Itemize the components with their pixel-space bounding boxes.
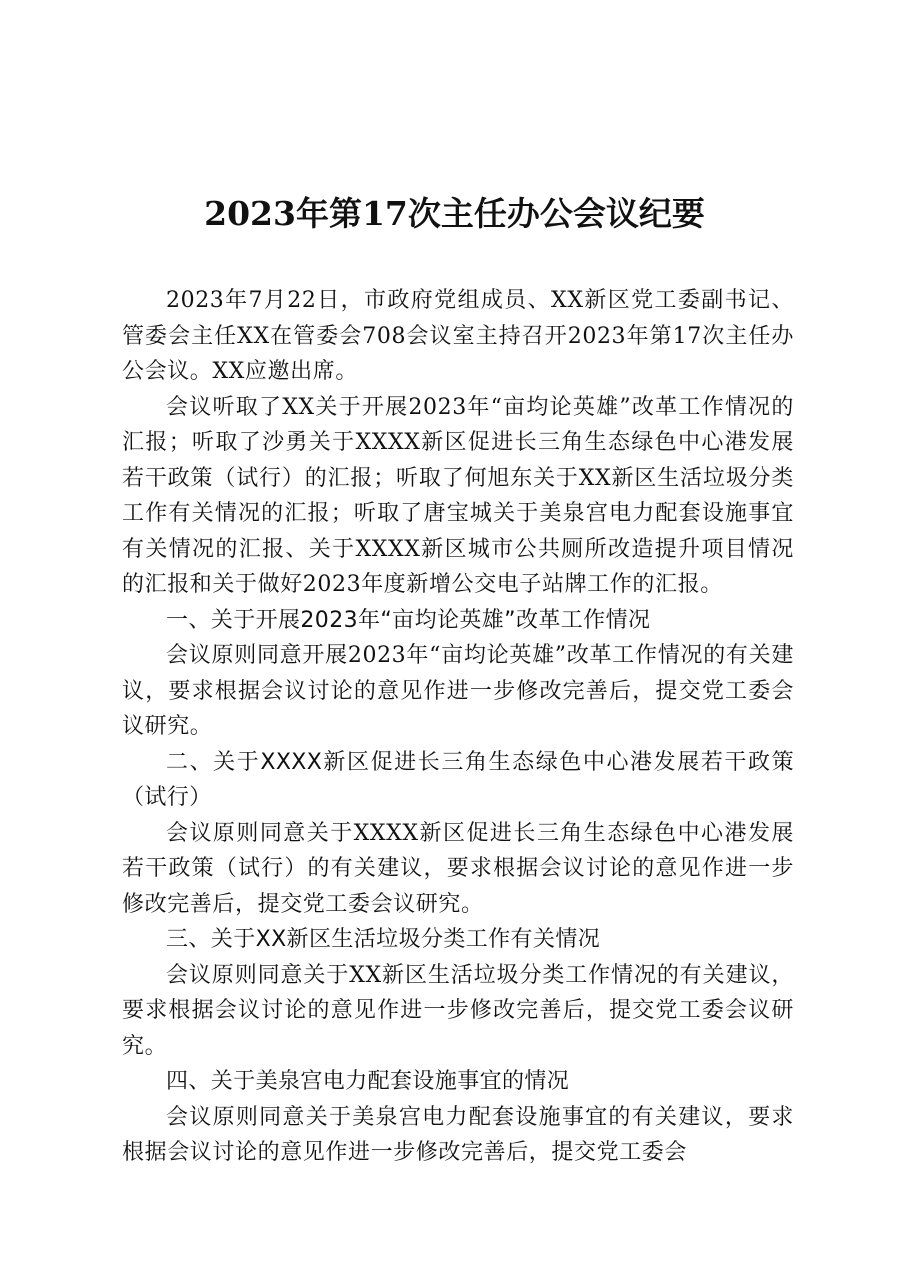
- section-heading-4: 四、关于美泉宫电力配套设施事宜的情况: [166, 1069, 570, 1094]
- section-body-3: 会议原则同意关于XX新区生活垃圾分类工作情况的有关建议，要求根据会议讨论的意见作进一步修改完善后，提交党工委会议研究。: [122, 962, 794, 1059]
- document-body: [122, 283, 794, 1171]
- summary-paragraph: 会议听取了XX关于开展2023年“亩均论英雄”改革工作情况的汇报；听取了沙勇关于XXXX新区促进长三角生态绿色中心港发展若干政策（试行）的汇报；听取了何旭东关于XX新区生活垃圾分类工作有关情况的汇报；听取了唐宝城关于美泉宫电力配套设施事宜有关情况的汇报、关于XXXX新区城市公共厕所改造提升项目情况的汇报和关于做好2023年度新增公交电子站牌工作的汇报。: [122, 394, 794, 597]
- section-heading-1: 一、关于开展2023年“亩均论英雄”改革工作情况: [166, 607, 651, 633]
- section-body-1: 会议原则同意开展2023年“亩均论英雄”改革工作情况的有关建议，要求根据会议讨论的意见作进一步修改完善后，提交党工委会议研究。: [122, 643, 794, 739]
- section-body-4: 会议原则同意关于美泉宫电力配套设施事宜的有关建议，要求根据会议讨论的意见作进一步修改完善后，提交党工委会: [122, 1104, 794, 1165]
- intro-paragraph: 2023年7月22日，市政府党组成员、XX新区党工委副书记、管委会主任XX在管委会708会议室主持召开2023年第17次主任办公会议。XX应邀出席。: [122, 288, 794, 384]
- section-heading-3: 三、关于XX新区生活垃圾分类工作有关情况: [166, 927, 601, 952]
- document-title: 2023年第17次主任办公会议纪要: [204, 194, 705, 233]
- section-heading-2: 二、关于XXXX新区促进长三角生态绿色中心港发展若干政策（试行）: [122, 749, 794, 810]
- section-body-2: 会议原则同意关于XXXX新区促进长三角生态绿色中心港发展若干政策（试行）的有关建议，要求根据会议讨论的意见作进一步修改完善后，提交党工委会议研究。: [122, 820, 794, 917]
